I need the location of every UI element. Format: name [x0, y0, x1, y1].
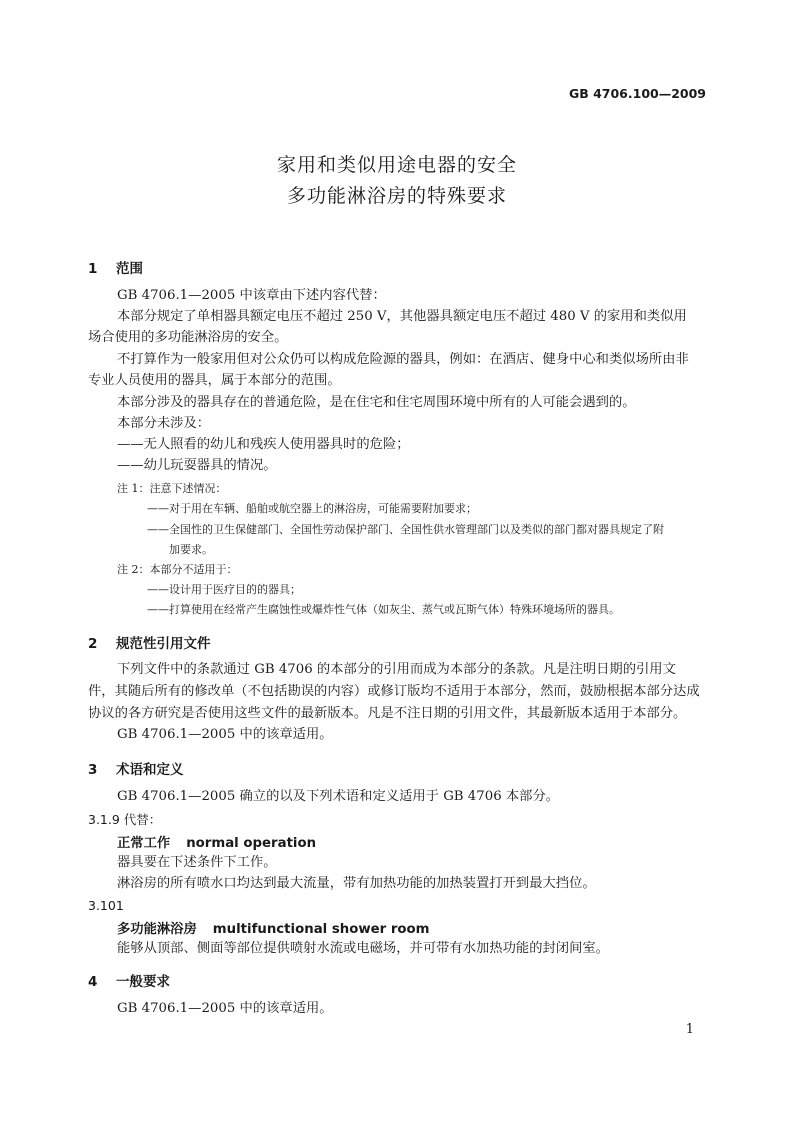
paragraph: GB 4706.1—2005 中该章由下述内容代替： — [117, 288, 386, 303]
page-title-line2: 多功能淋浴房的特殊要求 — [286, 185, 507, 207]
note-label: 注 2：本部分不适用于： — [117, 563, 238, 576]
section-number: 4 — [88, 974, 98, 990]
standard-code: GB 4706.100—2009 — [568, 86, 706, 101]
section-number: 1 — [88, 261, 98, 277]
note-item: ——全国性的卫生保健部门、全国性劳动保护部门、全国性供水管理部门以及类似的部门都对器具规定了附 — [147, 523, 664, 536]
section-title: 范围 — [116, 261, 143, 277]
paragraph: GB 4706.1—2005 中的该章适用。 — [117, 1001, 333, 1016]
term-english: multifunctional shower room — [212, 922, 430, 937]
dash-list-item: ——幼儿玩耍器具的情况。 — [117, 458, 277, 473]
section-title: 术语和定义 — [116, 762, 184, 778]
paragraph: 本部分未涉及： — [117, 416, 211, 431]
page-number: 1 — [685, 1022, 694, 1037]
note-item: ——对于用在车辆、船舶或航空器上的淋浴房，可能需要附加要求； — [147, 502, 477, 515]
paragraph: GB 4706.1—2005 中的该章适用。 — [117, 727, 333, 742]
section-1-heading — [88, 257, 143, 277]
paragraph: 下列文件中的条款通过 GB 4706 的本部分的引用而成为本部分的条款。凡是注明日期的引用文 — [117, 662, 676, 677]
term-entry — [117, 832, 316, 851]
note-label: 注 1：注意下述情况： — [117, 482, 227, 495]
paragraph: 协议的各方研究是否使用这些文件的最新版本。凡是不注日期的引用文件，其最新版本适用于本部分。 — [88, 706, 687, 721]
paragraph: 能够从顶部、侧面等部位提供喷射水流或电磁场，并可带有水加热功能的封闭间室。 — [117, 941, 609, 956]
section-2-heading — [88, 632, 211, 652]
term-chinese: 正常工作 — [117, 836, 171, 851]
paragraph: 专业人员使用的器具，属于本部分的范围。 — [88, 373, 341, 388]
dash-list-item: ——无人照看的幼儿和残疾人使用器具时的危险； — [117, 437, 410, 452]
clause-number: 3.101 — [88, 898, 124, 913]
section-4-heading — [88, 970, 170, 990]
paragraph: 件，其随后所有的修改单（不包括勘误的内容）或修订版均不适用于本部分，然而，鼓励根据本部分达成 — [88, 684, 700, 699]
note-item: ——设计用于医疗目的的器具； — [147, 583, 301, 596]
paragraph: 本部分规定了单相器具额定电压不超过 250 V，其他器具额定电压不超过 480 V 的家用和类似用 — [117, 309, 687, 324]
term-entry — [117, 918, 430, 937]
note-item: 加要求。 — [169, 543, 213, 556]
section-title: 一般要求 — [116, 974, 170, 990]
paragraph: 淋浴房的所有喷水口均达到最大流量，带有加热功能的加热装置打开到最大挡位。 — [117, 876, 596, 891]
section-number: 2 — [88, 636, 98, 652]
paragraph: 场合使用的多功能淋浴房的安全。 — [88, 330, 288, 345]
section-title: 规范性引用文件 — [116, 636, 211, 652]
page-title-line1: 家用和类似用途电器的安全 — [276, 154, 517, 176]
term-chinese: 多功能淋浴房 — [117, 922, 197, 937]
paragraph: 器具要在下述条件下工作。 — [117, 855, 277, 870]
paragraph: 本部分涉及的器具存在的普通危险，是在住宅和住宅周围环境中所有的人可能会遇到的。 — [117, 395, 636, 410]
term-english: normal operation — [186, 836, 317, 851]
clause-number: 3.1.9 代替： — [88, 812, 162, 827]
paragraph: 不打算作为一般家用但对公众仍可以构成危险源的器具，例如：在酒店、健身中心和类似场所由非 — [117, 352, 689, 367]
note-item: ——打算使用在经常产生腐蚀性或爆炸性气体（如灰尘、蒸气或瓦斯气体）特殊环境场所的器具。 — [147, 603, 620, 616]
section-3-heading — [88, 758, 184, 778]
paragraph: GB 4706.1—2005 确立的以及下列术语和定义适用于 GB 4706 本部分。 — [117, 789, 560, 804]
section-number: 3 — [88, 762, 98, 778]
